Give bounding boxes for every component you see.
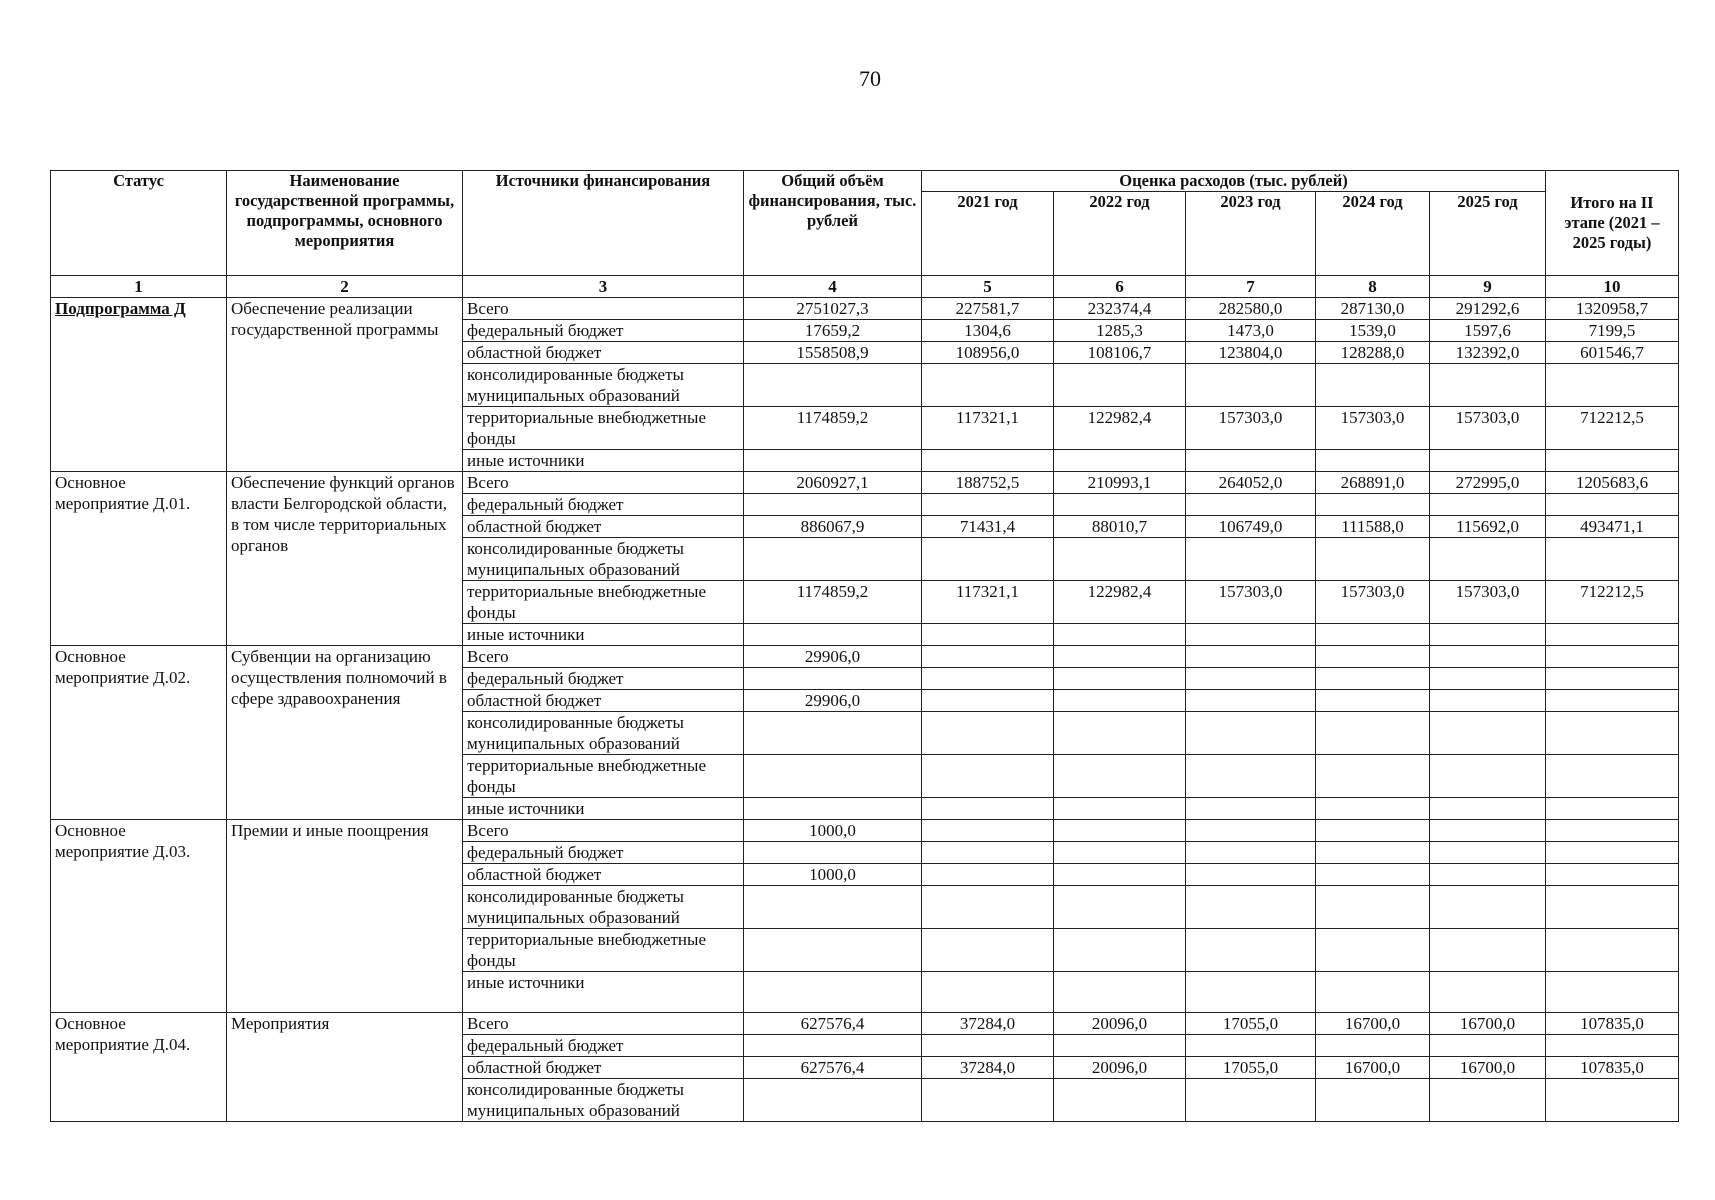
value-cell: 264052,0 (1186, 472, 1316, 494)
row-source: Всего (463, 1013, 744, 1035)
value-cell (744, 842, 922, 864)
value-cell (1316, 712, 1430, 755)
value-cell (1430, 624, 1546, 646)
value-cell (1186, 364, 1316, 407)
column-number: 9 (1430, 276, 1546, 298)
value-cell (1546, 624, 1679, 646)
header-row (51, 171, 1679, 192)
value-cell (922, 929, 1054, 972)
value-cell: 1174859,2 (744, 407, 922, 450)
row-source: федеральный бюджет (463, 494, 744, 516)
value-cell (1316, 624, 1430, 646)
value-cell: 123804,0 (1186, 342, 1316, 364)
value-cell: 108956,0 (922, 342, 1054, 364)
value-cell (1546, 842, 1679, 864)
row-status: Основное мероприятие Д.02. (51, 646, 227, 820)
row-source: консолидированные бюджеты муниципальных образований (463, 712, 744, 755)
value-cell (1546, 972, 1679, 1013)
value-cell (1316, 864, 1430, 886)
row-status: Основное мероприятие Д.04. (51, 1013, 227, 1122)
row-source: консолидированные бюджеты муниципальных образований (463, 886, 744, 929)
value-cell: 1000,0 (744, 820, 922, 842)
value-cell: 157303,0 (1186, 581, 1316, 624)
column-number: 5 (922, 276, 1054, 298)
value-cell: 111588,0 (1316, 516, 1430, 538)
row-source: федеральный бюджет (463, 320, 744, 342)
row-source: территориальные внебюджетные фонды (463, 755, 744, 798)
value-cell: 37284,0 (922, 1013, 1054, 1035)
value-cell (1316, 538, 1430, 581)
row-source: территориальные внебюджетные фонды (463, 407, 744, 450)
value-cell: 627576,4 (744, 1013, 922, 1035)
value-cell: 291292,6 (1430, 298, 1546, 320)
header-stage-total: Итого на II этапе (2021 – 2025 годы) (1546, 171, 1679, 276)
value-cell: 16700,0 (1316, 1057, 1430, 1079)
value-cell (1054, 1079, 1186, 1122)
table-row (51, 820, 1679, 842)
value-cell (1316, 820, 1430, 842)
value-cell: 122982,4 (1054, 581, 1186, 624)
value-cell (922, 538, 1054, 581)
value-cell (1316, 646, 1430, 668)
value-cell (1316, 690, 1430, 712)
value-cell: 71431,4 (922, 516, 1054, 538)
value-cell: 1304,6 (922, 320, 1054, 342)
value-cell (1054, 755, 1186, 798)
value-cell (1430, 842, 1546, 864)
value-cell: 117321,1 (922, 407, 1054, 450)
value-cell (1430, 450, 1546, 472)
value-cell (744, 668, 922, 690)
value-cell (1054, 668, 1186, 690)
value-cell (1546, 364, 1679, 407)
value-cell (922, 690, 1054, 712)
value-cell (1186, 690, 1316, 712)
value-cell: 128288,0 (1316, 342, 1430, 364)
value-cell: 7199,5 (1546, 320, 1679, 342)
row-source: консолидированные бюджеты муниципальных образований (463, 1079, 744, 1122)
value-cell (1430, 798, 1546, 820)
value-cell (922, 364, 1054, 407)
value-cell (1430, 690, 1546, 712)
value-cell (1430, 820, 1546, 842)
value-cell: 157303,0 (1316, 581, 1430, 624)
value-cell (1316, 798, 1430, 820)
value-cell (744, 972, 922, 1013)
value-cell: 268891,0 (1316, 472, 1430, 494)
header-year: 2025 год (1430, 192, 1546, 276)
value-cell (1316, 972, 1430, 1013)
value-cell: 712212,5 (1546, 407, 1679, 450)
value-cell: 122982,4 (1054, 407, 1186, 450)
value-cell (922, 450, 1054, 472)
value-cell (1054, 364, 1186, 407)
value-cell (1054, 1035, 1186, 1057)
value-cell (1186, 798, 1316, 820)
row-name: Мероприятия (227, 1013, 463, 1122)
value-cell (1054, 820, 1186, 842)
column-number-row (51, 276, 1679, 298)
row-source: иные источники (463, 624, 744, 646)
value-cell (922, 864, 1054, 886)
value-cell: 1285,3 (1054, 320, 1186, 342)
value-cell (1430, 1035, 1546, 1057)
header-total: Общий объём финансирования, тыс. рублей (744, 171, 922, 276)
value-cell (1430, 364, 1546, 407)
value-cell (1316, 929, 1430, 972)
value-cell (1186, 842, 1316, 864)
value-cell (744, 624, 922, 646)
value-cell: 17055,0 (1186, 1013, 1316, 1035)
value-cell: 107835,0 (1546, 1057, 1679, 1079)
value-cell (1316, 842, 1430, 864)
value-cell (1430, 972, 1546, 1013)
value-cell (1316, 755, 1430, 798)
value-cell (1430, 886, 1546, 929)
value-cell (1054, 864, 1186, 886)
value-cell (1054, 538, 1186, 581)
value-cell (1430, 712, 1546, 755)
row-source: Всего (463, 820, 744, 842)
row-source: областной бюджет (463, 864, 744, 886)
value-cell (1054, 712, 1186, 755)
value-cell (1054, 646, 1186, 668)
value-cell (1186, 929, 1316, 972)
row-source: Всего (463, 298, 744, 320)
value-cell: 16700,0 (1430, 1057, 1546, 1079)
budget-table (50, 170, 1679, 1122)
row-source: областной бюджет (463, 1057, 744, 1079)
value-cell (922, 1035, 1054, 1057)
value-cell (922, 668, 1054, 690)
row-status: Основное мероприятие Д.01. (51, 472, 227, 646)
value-cell (1316, 1035, 1430, 1057)
row-source: консолидированные бюджеты муниципальных образований (463, 538, 744, 581)
row-name: Обеспечение реализации государственной программы (227, 298, 463, 472)
value-cell (1054, 929, 1186, 972)
value-cell: 115692,0 (1430, 516, 1546, 538)
value-cell (1430, 538, 1546, 581)
header-source: Источники финансирования (463, 171, 744, 276)
table-row (51, 1013, 1679, 1035)
value-cell: 2751027,3 (744, 298, 922, 320)
value-cell (1546, 929, 1679, 972)
header-year: 2023 год (1186, 192, 1316, 276)
value-cell (922, 820, 1054, 842)
value-cell (1430, 668, 1546, 690)
value-cell (922, 646, 1054, 668)
value-cell: 627576,4 (744, 1057, 922, 1079)
value-cell (922, 755, 1054, 798)
value-cell (922, 886, 1054, 929)
table-row (51, 298, 1679, 320)
value-cell (922, 494, 1054, 516)
row-source: федеральный бюджет (463, 842, 744, 864)
value-cell (1054, 886, 1186, 929)
value-cell: 493471,1 (1546, 516, 1679, 538)
value-cell (1054, 450, 1186, 472)
value-cell (1546, 820, 1679, 842)
value-cell (1054, 798, 1186, 820)
value-cell (1546, 755, 1679, 798)
value-cell (1430, 929, 1546, 972)
value-cell (744, 886, 922, 929)
value-cell (1546, 798, 1679, 820)
value-cell (1430, 755, 1546, 798)
value-cell (744, 798, 922, 820)
value-cell (1546, 690, 1679, 712)
value-cell: 1000,0 (744, 864, 922, 886)
row-source: федеральный бюджет (463, 1035, 744, 1057)
value-cell (1430, 646, 1546, 668)
column-number: 8 (1316, 276, 1430, 298)
value-cell (1316, 886, 1430, 929)
value-cell (1546, 1079, 1679, 1122)
value-cell (1186, 886, 1316, 929)
value-cell (1186, 1035, 1316, 1057)
value-cell: 20096,0 (1054, 1057, 1186, 1079)
value-cell: 227581,7 (922, 298, 1054, 320)
value-cell (744, 755, 922, 798)
value-cell (1430, 494, 1546, 516)
row-source: федеральный бюджет (463, 668, 744, 690)
column-number: 10 (1546, 276, 1679, 298)
value-cell (744, 494, 922, 516)
value-cell (922, 972, 1054, 1013)
value-cell: 282580,0 (1186, 298, 1316, 320)
row-source: иные источники (463, 972, 744, 1013)
value-cell: 2060927,1 (744, 472, 922, 494)
value-cell: 601546,7 (1546, 342, 1679, 364)
page-number: 70 (859, 66, 881, 91)
value-cell: 1597,6 (1430, 320, 1546, 342)
value-cell: 1205683,6 (1546, 472, 1679, 494)
row-source: территориальные внебюджетные фонды (463, 581, 744, 624)
row-source: территориальные внебюджетные фонды (463, 929, 744, 972)
value-cell (1054, 690, 1186, 712)
column-number: 7 (1186, 276, 1316, 298)
header-year: 2021 год (922, 192, 1054, 276)
value-cell: 117321,1 (922, 581, 1054, 624)
value-cell (1054, 842, 1186, 864)
value-cell (1186, 972, 1316, 1013)
value-cell (1546, 864, 1679, 886)
value-cell: 157303,0 (1430, 581, 1546, 624)
value-cell: 210993,1 (1054, 472, 1186, 494)
value-cell: 886067,9 (744, 516, 922, 538)
value-cell (1186, 1079, 1316, 1122)
row-name: Субвенции на организацию осуществления полномочий в сфере здравоохранения (227, 646, 463, 820)
header-status: Статус (51, 171, 227, 276)
value-cell (1054, 972, 1186, 1013)
header-year: 2022 год (1054, 192, 1186, 276)
row-source: областной бюджет (463, 342, 744, 364)
value-cell (1186, 668, 1316, 690)
value-cell: 157303,0 (1316, 407, 1430, 450)
column-number: 2 (227, 276, 463, 298)
table-row (51, 472, 1679, 494)
value-cell: 1539,0 (1316, 320, 1430, 342)
value-cell: 29906,0 (744, 690, 922, 712)
value-cell (1546, 668, 1679, 690)
value-cell (1054, 624, 1186, 646)
value-cell (922, 712, 1054, 755)
value-cell: 17055,0 (1186, 1057, 1316, 1079)
value-cell (744, 929, 922, 972)
row-status: Основное мероприятие Д.03. (51, 820, 227, 1013)
value-cell (922, 842, 1054, 864)
value-cell (744, 712, 922, 755)
value-cell (1546, 712, 1679, 755)
value-cell: 29906,0 (744, 646, 922, 668)
value-cell: 108106,7 (1054, 342, 1186, 364)
value-cell (1546, 646, 1679, 668)
row-source: областной бюджет (463, 690, 744, 712)
value-cell: 1320958,7 (1546, 298, 1679, 320)
column-number: 3 (463, 276, 744, 298)
value-cell: 106749,0 (1186, 516, 1316, 538)
header-estimate: Оценка расходов (тыс. рублей) (922, 171, 1546, 192)
value-cell (744, 1035, 922, 1057)
value-cell (1186, 864, 1316, 886)
value-cell (1186, 820, 1316, 842)
value-cell (1430, 1079, 1546, 1122)
column-number: 6 (1054, 276, 1186, 298)
value-cell: 712212,5 (1546, 581, 1679, 624)
row-source: Всего (463, 472, 744, 494)
value-cell (1186, 646, 1316, 668)
value-cell (1546, 538, 1679, 581)
value-cell (922, 798, 1054, 820)
value-cell: 17659,2 (744, 320, 922, 342)
value-cell (922, 624, 1054, 646)
value-cell: 1558508,9 (744, 342, 922, 364)
value-cell (744, 450, 922, 472)
value-cell (1316, 364, 1430, 407)
value-cell (922, 1079, 1054, 1122)
value-cell (1186, 494, 1316, 516)
value-cell (1316, 1079, 1430, 1122)
value-cell: 16700,0 (1430, 1013, 1546, 1035)
row-source: областной бюджет (463, 516, 744, 538)
row-source: Всего (463, 646, 744, 668)
row-source: иные источники (463, 450, 744, 472)
value-cell (1186, 450, 1316, 472)
value-cell (1186, 755, 1316, 798)
column-number: 4 (744, 276, 922, 298)
value-cell: 188752,5 (922, 472, 1054, 494)
value-cell (1546, 886, 1679, 929)
value-cell: 37284,0 (922, 1057, 1054, 1079)
row-name: Обеспечение функций органов власти Белгородской области, в том числе территориальных органов (227, 472, 463, 646)
row-name: Премии и иные поощрения (227, 820, 463, 1013)
value-cell (744, 538, 922, 581)
value-cell (1316, 450, 1430, 472)
value-cell (1546, 1035, 1679, 1057)
table-row (51, 646, 1679, 668)
value-cell (1316, 494, 1430, 516)
value-cell (1054, 494, 1186, 516)
value-cell: 272995,0 (1430, 472, 1546, 494)
row-source: иные источники (463, 798, 744, 820)
value-cell: 16700,0 (1316, 1013, 1430, 1035)
value-cell: 157303,0 (1430, 407, 1546, 450)
value-cell: 88010,7 (1054, 516, 1186, 538)
value-cell (744, 1079, 922, 1122)
value-cell: 157303,0 (1186, 407, 1316, 450)
value-cell (1546, 450, 1679, 472)
value-cell: 20096,0 (1054, 1013, 1186, 1035)
row-status: Подпрограмма Д (51, 298, 227, 472)
header-year: 2024 год (1316, 192, 1430, 276)
column-number: 1 (51, 276, 227, 298)
value-cell (1430, 864, 1546, 886)
value-cell (1186, 624, 1316, 646)
header-name: Наименование государственной программы, подпрограммы, основного мероприятия (227, 171, 463, 276)
value-cell: 287130,0 (1316, 298, 1430, 320)
row-source: консолидированные бюджеты муниципальных образований (463, 364, 744, 407)
value-cell (1546, 494, 1679, 516)
value-cell: 232374,4 (1054, 298, 1186, 320)
value-cell: 132392,0 (1430, 342, 1546, 364)
value-cell (1186, 712, 1316, 755)
value-cell (1316, 668, 1430, 690)
value-cell: 1473,0 (1186, 320, 1316, 342)
value-cell: 107835,0 (1546, 1013, 1679, 1035)
value-cell: 1174859,2 (744, 581, 922, 624)
value-cell (744, 364, 922, 407)
value-cell (1186, 538, 1316, 581)
